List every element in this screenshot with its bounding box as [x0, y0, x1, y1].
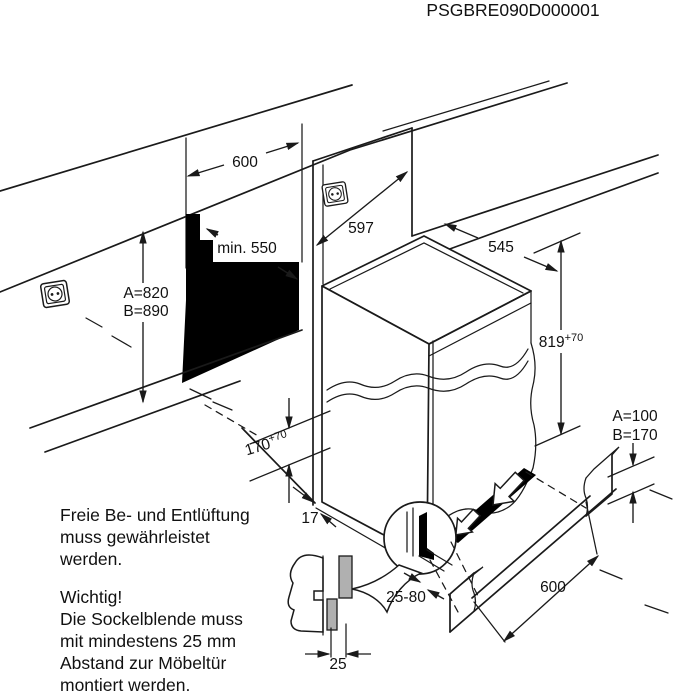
dim-plinth-recess-range: 25-80: [386, 589, 426, 606]
svg-text:werden.: werden.: [60, 549, 123, 569]
svg-text:Abstand zur Möbeltür: Abstand zur Möbeltür: [60, 653, 227, 673]
dim-door-clearance: 25: [329, 656, 347, 673]
plinth-cross-section: [288, 555, 352, 635]
svg-text:muss gewährleistet: muss gewährleistet: [60, 527, 210, 547]
diagram-title: PSGBRE090D000001: [426, 0, 600, 20]
furniture-door-profile: [288, 555, 323, 632]
plinth-panel-lower: [327, 599, 337, 630]
svg-text:Die Sockelblende muss: Die Sockelblende muss: [60, 609, 243, 629]
dim-appliance-height: $819^{+70}$: [538, 332, 584, 351]
power-socket-icon: [322, 182, 348, 207]
note-important: [60, 587, 243, 695]
projection-lines: [451, 472, 586, 596]
dim-side-gap: 17: [301, 510, 319, 527]
dim-plinth-cutout-height-a: A=100: [612, 408, 658, 425]
dim-vent-clearance: $170^{+70}$: [242, 428, 289, 460]
dim-niche-depth: min. 550: [217, 240, 277, 257]
dim-niche-width: 600: [232, 154, 258, 171]
svg-text:Freie Be- und Entlüftung: Freie Be- und Entlüftung: [60, 505, 250, 525]
dim-plinth-cutout-width: 600: [540, 579, 566, 596]
power-socket-icon: [40, 280, 69, 308]
dim-appliance-width: 597: [348, 220, 374, 237]
svg-text:mit mindestens 25 mm: mit mindestens 25 mm: [60, 631, 237, 651]
note-ventilation: [59, 505, 250, 569]
dim-plinth-cutout-height-b: B=170: [612, 427, 658, 444]
plinth-panel-upper: [339, 556, 352, 598]
dim-niche-height-a: A=820: [123, 285, 169, 302]
dim-niche-height-b: B=890: [123, 303, 169, 320]
dim-appliance-depth: 545: [488, 239, 514, 256]
svg-text:montiert werden.: montiert werden.: [60, 675, 191, 695]
svg-text:Wichtig!: Wichtig!: [60, 587, 123, 607]
